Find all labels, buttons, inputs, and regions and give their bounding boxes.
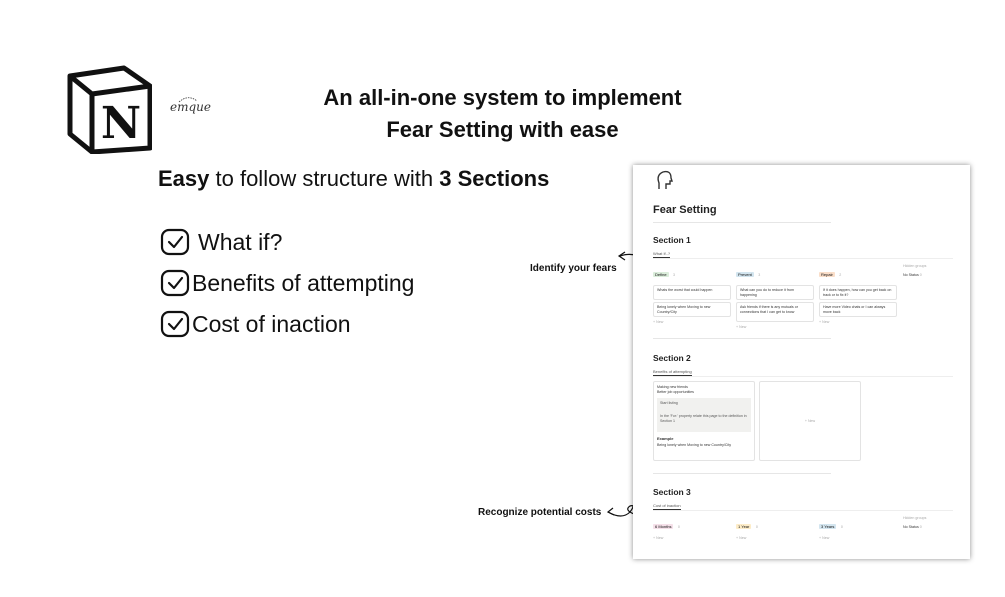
no-status-label: No Status [903, 273, 919, 277]
column-tag: 3 Years [821, 524, 835, 529]
new-card-button[interactable]: + New [819, 536, 830, 540]
new-gallery-card-button[interactable] [759, 381, 861, 461]
checklist-label: Cost of inaction [192, 310, 351, 337]
gallery-card[interactable] [653, 381, 755, 461]
new-card-button[interactable]: + New [653, 536, 664, 540]
board-column-1-year [736, 515, 814, 540]
headline-line-2: Fear Setting with ease [386, 117, 619, 142]
column-tag: 1 Year [738, 524, 750, 529]
brand-wordmark: emque [170, 100, 211, 114]
checkbox-checked-icon [160, 269, 190, 297]
column-tag: Prevent [738, 272, 752, 277]
board-column-prevent [736, 263, 814, 329]
subheading [158, 166, 549, 192]
subheading-bold-1: Easy [158, 166, 210, 191]
section-1-heading: Section 1 [653, 235, 691, 245]
no-status-count: 0 [919, 525, 922, 529]
svg-text:N: N [100, 98, 142, 149]
page-title: Fear Setting [653, 204, 717, 216]
board-column-repair [819, 263, 897, 324]
column-count: 3 [673, 273, 676, 277]
checklist-item-cost [160, 310, 351, 338]
column-count: 0 [677, 525, 680, 529]
board-column-3-years [819, 515, 897, 540]
checklist-item-benefits [160, 269, 414, 297]
list-item: Making new friends [657, 385, 688, 389]
section-2-view-tab[interactable]: Benefits of attempting [653, 369, 692, 374]
wordmark-flourish-icon [178, 96, 198, 104]
board-card[interactable]: If it does happen, how can you get back on track or to fix it? [819, 285, 897, 300]
new-card-button[interactable]: + New [736, 536, 747, 540]
annotation-identify: Identify your fears [530, 263, 617, 274]
hidden-groups-label: Hidden groups [903, 516, 927, 520]
head-silhouette-icon [655, 169, 673, 191]
subheading-middle: to follow structure with [209, 166, 440, 191]
callout-text: Start listing [660, 401, 678, 405]
column-tag: 6 Months [655, 524, 672, 529]
notion-logo [66, 64, 152, 154]
no-status-label: No Status [903, 525, 919, 529]
section-3-heading: Section 3 [653, 487, 691, 497]
board-card[interactable]: Being lonely when Moving to new Country/City [653, 302, 731, 317]
section-3-view-tab[interactable]: Cost of inaction [653, 503, 681, 508]
checklist-item-what-if [160, 228, 282, 256]
column-count: 0 [755, 525, 758, 529]
headline-line-1: An all-in-one system to implement [323, 85, 682, 110]
board-column-6-months [653, 515, 731, 540]
checkbox-checked-icon [160, 228, 190, 256]
hidden-groups-label: Hidden groups [903, 264, 927, 268]
column-count: 0 [840, 525, 843, 529]
headline [260, 82, 745, 146]
notion-page-screenshot [633, 165, 970, 559]
board-card[interactable]: Have more Video chats or I can always move back [819, 302, 897, 317]
checklist-label: What if? [198, 228, 283, 255]
column-tag: Repair [821, 272, 833, 277]
section-2-heading: Section 2 [653, 353, 691, 363]
callout-text: In the 'For:' property relate this page to the definition in Section 1 [660, 414, 747, 423]
board-card[interactable]: Ask friends if there is any mutuals or connections that I can get to know [736, 302, 814, 322]
new-card-button[interactable]: + New [736, 325, 747, 329]
hidden-groups[interactable] [903, 264, 965, 277]
example-label: Example [657, 436, 674, 441]
section-1-view-tab[interactable]: What If..? [653, 251, 671, 256]
column-count: 2 [839, 273, 842, 277]
subheading-bold-2: 3 Sections [439, 166, 550, 191]
list-item: Better job opportunities [657, 390, 694, 394]
annotation-costs: Recognize potential costs [478, 507, 602, 518]
hidden-groups[interactable] [903, 516, 965, 529]
new-card-button[interactable]: + New [819, 320, 830, 324]
example-item: Being lonely when Moving to new Country/City [657, 443, 732, 447]
column-tag: Define [655, 272, 667, 277]
no-status-count: 0 [919, 273, 922, 277]
callout-box [657, 398, 751, 432]
column-count: 3 [758, 273, 761, 277]
new-card-button[interactable]: + New [653, 320, 664, 324]
board-card[interactable]: What can you do to reduce it from happening [736, 285, 814, 300]
checkbox-checked-icon [160, 310, 190, 338]
board-card[interactable]: Whats the worst that could happen [653, 285, 731, 300]
new-label: + New [804, 419, 816, 423]
board-column-define [653, 263, 731, 324]
checklist-label: Benefits of attempting [192, 269, 415, 296]
